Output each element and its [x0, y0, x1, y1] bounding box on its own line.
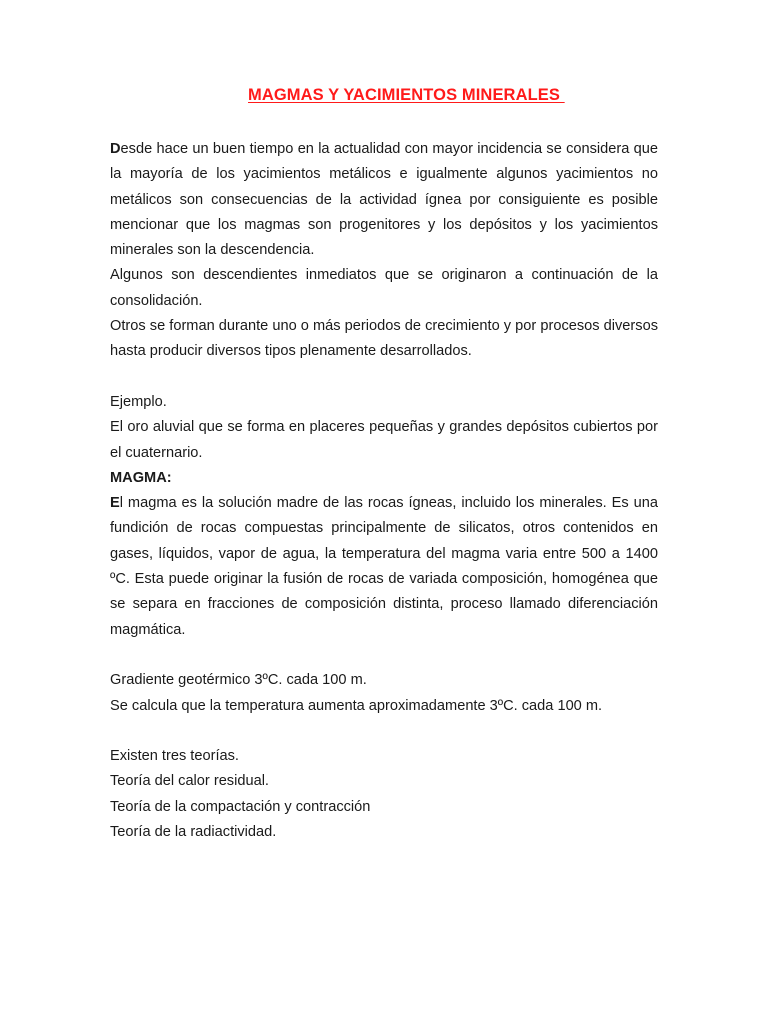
document-body — [110, 137, 658, 845]
example-text: El oro aluvial que se forma en placeres pequeñas y grandes depósitos cubiertos por el cuaternario. — [110, 419, 658, 461]
theory-item: Teoría del calor residual. — [110, 773, 269, 790]
blank-line — [110, 643, 658, 668]
blank-line — [110, 719, 658, 744]
blank-line — [110, 365, 658, 390]
paragraph-growth: Otros se forman durante uno o más periodos de crecimiento y por procesos diversos hasta producir diversos tipos plenamente desarrollados. — [110, 318, 658, 360]
paragraph-descendants: Algunos son descendientes inmediatos que se originaron a continuación de la consolidación. — [110, 267, 658, 309]
magma-heading: MAGMA: — [110, 469, 172, 486]
intro-text: esde hace un buen tiempo en la actualidad con mayor incidencia se considera que la mayoría de los yacimientos metálicos e igualmente algunos yacimientos no metálicos son consecuencias de la actividad ígnea por consiguiente es posible mencionar que los magmas son progenitores y los depósitos y los yacimientos minerales son la descendencia. — [110, 141, 658, 259]
magma-text: l magma es la solución madre de las rocas ígneas, incluido los minerales. Es una fundición de rocas compuestas principalmente de silicatos, otros contenidos en gases, líquidos, vapor de agua, la temperatura del magma varia entre 500 a 1400 ºC. Esta puede originar la fusión de rocas de variada composición, homogénea que se separa en fracciones de composición distinta, proceso llamado diferenciación magmática. — [110, 495, 658, 638]
magma-paragraph — [110, 491, 658, 643]
intro-paragraph — [110, 137, 658, 263]
intro-initial-letter: D — [110, 141, 121, 157]
theory-item: Teoría de la compactación y contracción — [110, 798, 371, 815]
gradient-line: Gradiente geotérmico 3ºC. cada 100 m. — [110, 672, 367, 689]
document-title: MAGMAS Y YACIMIENTOS MINERALES — [248, 86, 565, 104]
example-label: Ejemplo. — [110, 393, 167, 410]
theories-intro: Existen tres teorías. — [110, 748, 239, 765]
gradient-text: Se calcula que la temperatura aumenta aproximadamente 3ºC. cada 100 m. — [110, 697, 603, 714]
theory-item: Teoría de la radiactividad. — [110, 824, 277, 841]
magma-initial-letter: E — [110, 495, 120, 512]
